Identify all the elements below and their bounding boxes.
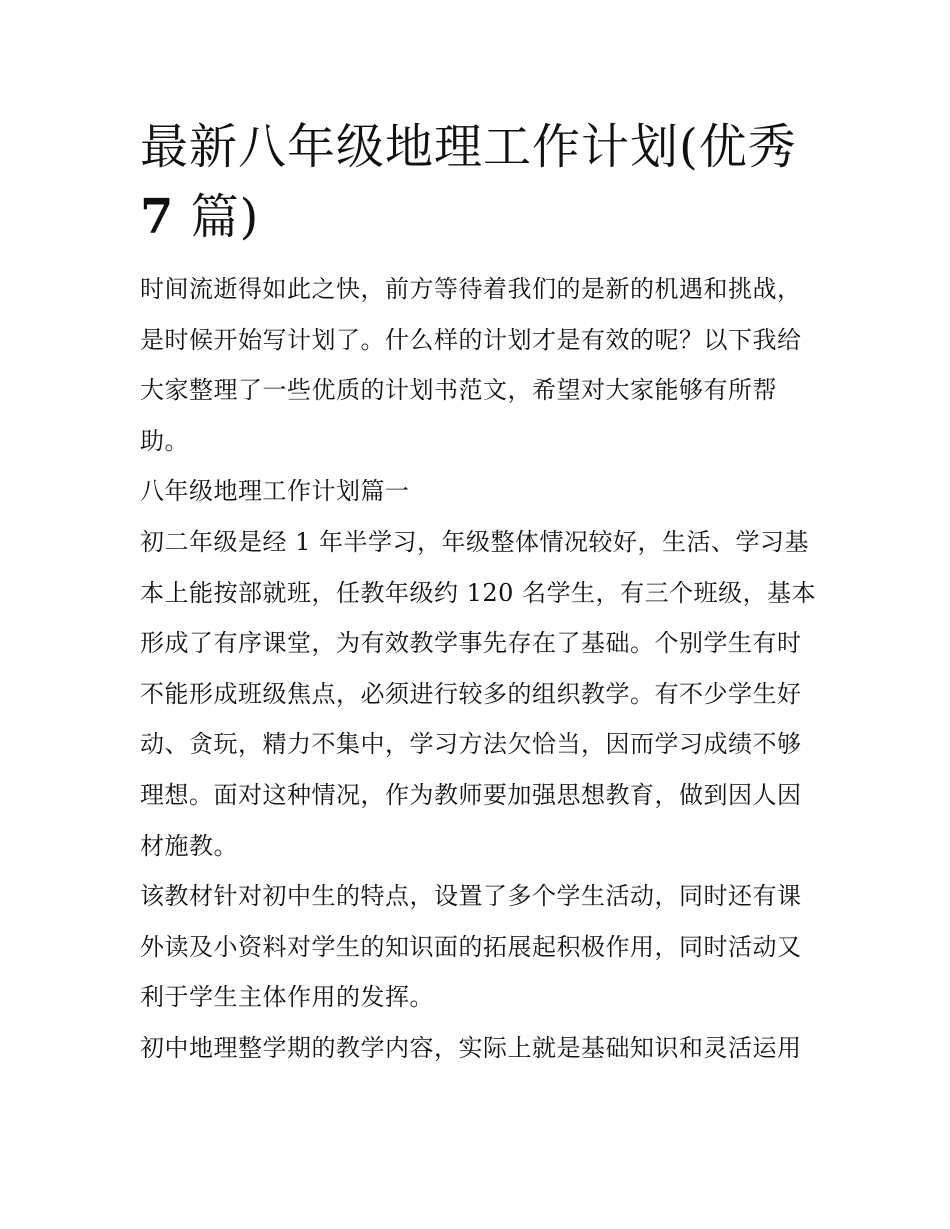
para1-line: 不能形成班级焦点，必须进行较多的组织教学。有不少学生好 xyxy=(140,679,802,708)
title-line-2 xyxy=(140,182,820,252)
para1-line: 材施教。 xyxy=(140,831,238,860)
title-number: 7 xyxy=(140,189,175,245)
para2-line: 利于学生主体作用的发挥。 xyxy=(140,983,434,1012)
body-paragraph-3 xyxy=(140,1023,820,1074)
body-paragraph-1 xyxy=(140,517,820,871)
intro-paragraph xyxy=(140,264,820,466)
document-title xyxy=(140,112,820,252)
body-paragraph-2 xyxy=(140,871,820,1023)
section-heading xyxy=(140,466,820,517)
para2-line: 该教材针对初中生的特点，设置了多个学生活动，同时还有课 xyxy=(140,882,802,911)
para1-line: 动、贪玩，精力不集中，学习方法欠恰当，因而学习成绩不够 xyxy=(140,730,802,759)
intro-line: 助。 xyxy=(140,426,189,455)
intro-line: 大家整理了一些优质的计划书范文，希望对大家能够有所帮 xyxy=(140,376,777,405)
intro-line: 时间流逝得如此之快，前方等待着我们的是新的机遇和挑战， xyxy=(140,275,802,303)
document-content xyxy=(140,112,820,1074)
para1-line: 初二年级是经 1 年半学习，年级整体情况较好，生活、学习基 xyxy=(140,527,810,556)
section-heading-text: 八年级地理工作计划篇一 xyxy=(140,477,410,506)
title-suffix: 篇) xyxy=(174,189,260,245)
para1-line: 本上能按部就班，任教年级约 120 名学生，有三个班级，基本 xyxy=(140,578,817,607)
intro-line: 是时候开始写计划了。什么样的计划才是有效的呢？以下我给 xyxy=(140,325,802,354)
title-line-1: 最新八年级地理工作计划(优秀 xyxy=(140,119,797,175)
para2-line: 外读及小资料对学生的知识面的拓展起积极作用，同时活动又 xyxy=(140,932,802,961)
para3-line: 初中地理整学期的教学内容，实际上就是基础知识和灵活运用 xyxy=(140,1033,802,1062)
para1-line: 形成了有序课堂，为有效教学事先存在了基础。个别学生有时 xyxy=(140,629,802,658)
para1-line: 理想。面对这种情况，作为教师要加强思想教育，做到因人因 xyxy=(140,780,802,809)
